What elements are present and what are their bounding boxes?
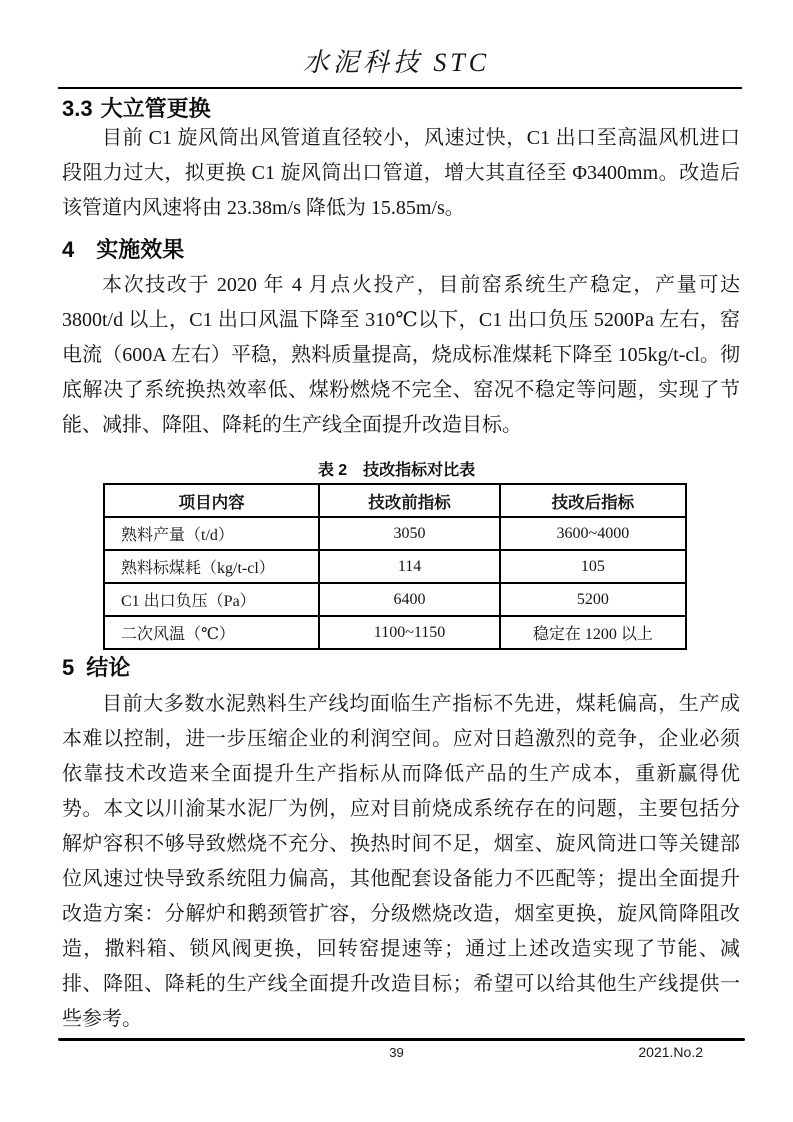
section-number: 4 [62, 237, 75, 262]
journal-title: 水泥科技 STC [302, 48, 491, 77]
table-cell-before: 3050 [319, 517, 499, 550]
section-number: 5 [62, 655, 75, 680]
issue-number: 2021.No.2 [638, 1044, 703, 1060]
table-row [104, 616, 686, 649]
table-row [104, 583, 686, 616]
comparison-table [103, 483, 687, 650]
footer-rule [58, 1038, 745, 1041]
table-cell-item: 二次风温（℃） [104, 616, 319, 649]
section-number: 3.3 [62, 96, 93, 121]
table-header-cell: 技改后指标 [500, 484, 686, 517]
page-number: 39 [389, 1045, 404, 1060]
table-caption: 表 2 技改指标对比表 [317, 462, 476, 479]
table-cell-after: 稳定在 1200 以上 [500, 616, 686, 649]
section-title: 实施效果 [96, 237, 185, 262]
section-heading-5 [62, 651, 130, 682]
table-cell-before: 114 [319, 550, 499, 583]
table-header-row [104, 484, 686, 517]
table-cell-before: 6400 [319, 583, 499, 616]
table-cell-item: 熟料产量（t/d） [104, 517, 319, 550]
header-rule [58, 87, 742, 89]
table-row [104, 550, 686, 583]
table-row [104, 517, 686, 550]
table-cell-before: 1100~1150 [319, 616, 499, 649]
section-heading-3-3 [62, 92, 211, 123]
table-cell-item: C1 出口负压（Pa） [104, 583, 319, 616]
paragraph-section-5: 目前大多数水泥熟料生产线均面临生产指标不先进，煤耗偏高，生产成本难以控制，进一步压缩企业的利润空间。应对日趋激烈的竞争，企业必须依靠技术改造来全面提升生产指标从而降低产品的生产成本，重新赢得优势。本文以川渝某水泥厂为例，应对目前烧成系统存在的问题，主要包括分解炉容积不够导致燃烧不充分、换热时间不足，烟室、旋风筒进口等关键部位风速过快导致系统阻力偏高，其他配套设备能力不匹配等；提出全面提升改造方案：分解炉和鹅颈管扩容，分级燃烧改造，烟室更换，旋风筒降阻改造，撒料箱、锁风阀更换，回转窑提速等；通过上述改造实现了节能、减排、降阻、降耗的生产线全面提升改造目标；希望可以给其他生产线提供一些参考。 [62, 693, 740, 1030]
section-title: 结论 [86, 655, 131, 680]
table-header-cell: 项目内容 [104, 484, 319, 517]
table-header-cell: 技改前指标 [319, 484, 499, 517]
table-cell-after: 105 [500, 550, 686, 583]
table-cell-after: 3600~4000 [500, 517, 686, 550]
table-cell-after: 5200 [500, 583, 686, 616]
paragraph-section-3-3: 目前 C1 旋风筒出风管道直径较小，风速过快，C1 出口至高温风机进口段阻力过大，拟更换 C1 旋风筒出口管道，增大其直径至 Φ3400mm。改造后该管道内风速将由 23.38m/s 降低为 15.85m/s。 [62, 127, 740, 219]
section-heading-4 [62, 233, 184, 264]
paragraph-section-4: 本次技改于 2020 年 4 月点火投产，目前窑系统生产稳定，产量可达 3800t/d 以上，C1 出口风温下降至 310℃以下，C1 出口负压 5200Pa 左右，窑电流（600A 左右）平稳，熟料质量提高，烧成标准煤耗下降至 105kg/t-cl。彻底解决了系统换热效率低、煤粉燃烧不完全、窑况不稳定等问题，实现了节能、减排、降阻、降耗的生产线全面提升改造目标。 [62, 274, 740, 436]
section-title: 大立管更换 [100, 96, 211, 121]
table-cell-item: 熟料标煤耗（kg/t-cl） [104, 550, 319, 583]
